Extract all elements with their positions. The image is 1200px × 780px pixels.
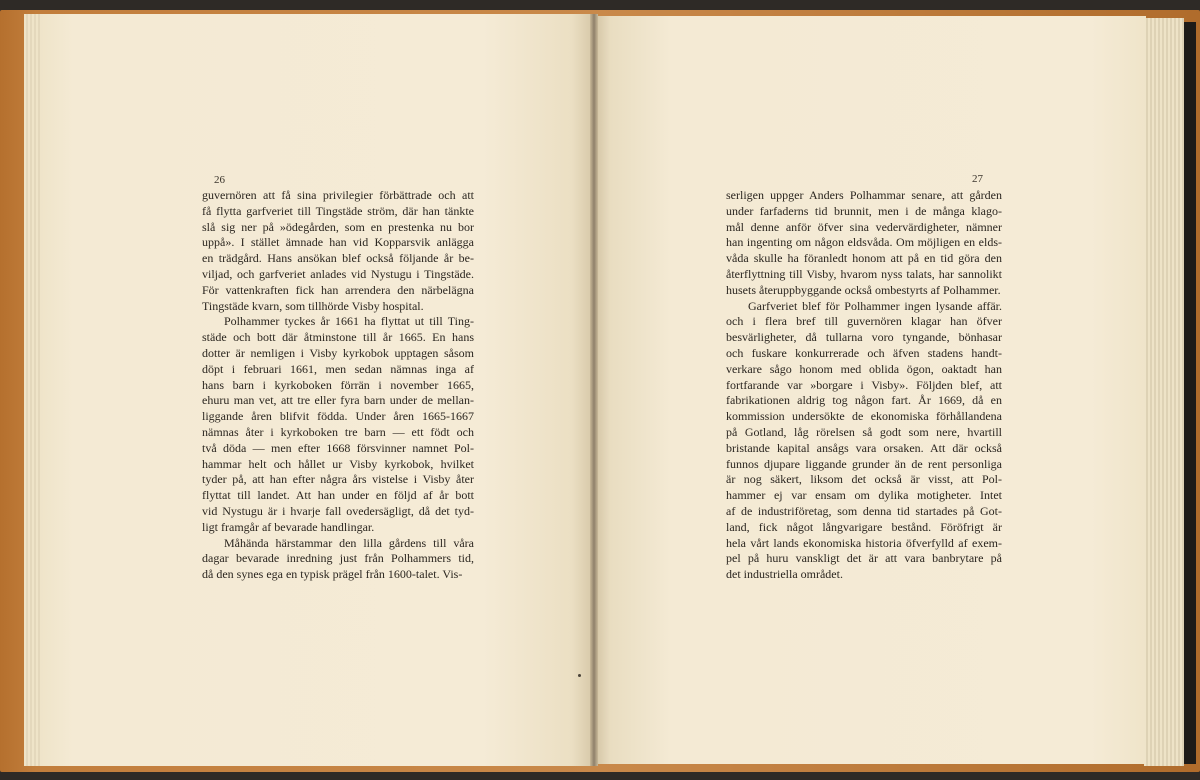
- paragraph: [726, 299, 1002, 583]
- text-line: ligt framgår af bevarade handlingar.: [202, 519, 375, 534]
- text-line: på Gotland, låg rörelsen så godt som nere, hvartill: [726, 424, 1002, 439]
- text-line: guvernören att få sina privilegier förbättrade och att: [202, 188, 474, 202]
- right-page-edges: [1144, 18, 1184, 766]
- text-line: det industriella området.: [726, 567, 843, 582]
- text-line: mål denne anför öfver sina vedervärdigheter, nämner: [726, 219, 1002, 234]
- text-line: återflyttning till Visby, hvarom nyss talats, har sannolikt: [726, 266, 1002, 281]
- text-line: fortfarande var »borgare i Visby». Följden blef, att: [726, 377, 1002, 392]
- text-line: våda skulle ha föranledt honom att på en tid göra den: [726, 251, 1002, 266]
- page-number-right: 27: [972, 173, 983, 185]
- text-line: viljad, och garfveriet anlades vid Nystugu i Tingstäde.: [202, 266, 474, 281]
- text-line: Garfveriet blef för Polhammer ingen lysande affär.: [748, 298, 1002, 313]
- text-line: tyder på, att han efter några års vistelse i Visby åter: [202, 472, 474, 487]
- text-line: nämnas åter i kyrkoboken tre barn — ett födt och: [202, 424, 474, 439]
- text-line: ehuru man vet, att tre eller fyra barn under de mellan-: [202, 393, 474, 408]
- text-line: två döda — men efter 1668 försvinner namnet Pol-: [202, 440, 474, 455]
- text-line: verkare sågo honom med oblida ögon, oaktadt han: [726, 361, 1002, 376]
- text-line: och fuskare konkurrerade och äfven stadens handt-: [726, 345, 1002, 360]
- text-line: kommission undersökte de ekonomiska förhållandena: [726, 409, 1002, 424]
- book-gutter: [590, 14, 598, 766]
- text-line: han ingenting om någon eldsvåda. Om möjligen en elds-: [726, 235, 1002, 250]
- text-line: flyttat till landet. Att han under en följd af år bott: [202, 488, 474, 503]
- text-line: städe och bott där åtminstone till år 1665. En hans: [202, 330, 474, 345]
- text-line: dotter är nemligen i Visby kyrkobok upptagen såsom: [202, 345, 474, 360]
- paragraph: [202, 188, 474, 314]
- text-line: fabrikationen aldrig tog någon fart. År 1669, då en: [726, 393, 1002, 408]
- page-number-left: 26: [214, 174, 225, 186]
- text-line: husets återuppbyggande också ombestyrts af Polhammer.: [726, 282, 1001, 297]
- text-line: Måhända härstammar den lilla gårdens till våra: [224, 535, 474, 550]
- text-line: För vattenkraften fick han arrendera den närbelägna: [202, 282, 474, 297]
- text-line: hans barn i kyrkoboken förrän i november 1665,: [202, 377, 474, 392]
- text-line: vid Nystugu är i hvarje fall ovedersägligt, då det tyd-: [202, 503, 474, 518]
- text-line: då den synes ega en typisk prägel från 1600-talet. Vis-: [202, 567, 463, 582]
- text-line: serligen uppger Anders Polhammar senare, att gården: [726, 188, 1002, 202]
- text-line: bristande kapital ansågs vara orsaken. Att där också: [726, 440, 1002, 455]
- paragraph: [726, 188, 1002, 299]
- text-line: dagar bevarade inredning just från Polhammers tid,: [202, 551, 474, 566]
- text-line: af de industriföretag, som denna tid startades på Got-: [726, 503, 1002, 518]
- text-line: få flytta garfveriet till Tingstäde ström, där han tänkte: [202, 203, 474, 218]
- text-line: slå sig ner på »ödegården, som en prestenka nu bor: [202, 219, 474, 234]
- paragraph: [202, 536, 474, 583]
- text-line: under farfaderns tid brunnit, men i de många klago-: [726, 203, 1002, 218]
- text-line: pel på huru vanskligt det är att vara banbrytare på: [726, 551, 1002, 566]
- text-line: besvärligheter, då tullarna voro tyngande, bönhasar: [726, 330, 1002, 345]
- right-board: [1184, 22, 1196, 764]
- text-line: uppå». I stället ämnade han vid Kopparsvik anlägga: [202, 235, 474, 250]
- text-line: Polhammer tyckes år 1661 ha flyttat ut till Ting-: [224, 314, 474, 329]
- text-line: döpt i februari 1661, men sedan nämnas inga af: [202, 361, 474, 376]
- text-line: och i flera bref till guvernören klagar han öfver: [726, 314, 1002, 329]
- right-page-text: [726, 188, 1002, 583]
- text-line: hela vårt lands ekonomiska historia öfverfylld af exem-: [726, 535, 1002, 550]
- text-line: hammer ej var ensam om dylika motigheter. Intet: [726, 488, 1002, 503]
- left-page: [40, 14, 594, 766]
- paragraph: [202, 314, 474, 535]
- text-line: funnos djupare liggande grunder än de rent personliga: [726, 456, 1002, 471]
- left-page-text: [202, 188, 474, 583]
- text-line: land, fick något långvarigare bestånd. Föröfrigt är: [726, 519, 1002, 534]
- text-line: hammar helt och hållet ur Visby kyrkobok, hvilket: [202, 456, 474, 471]
- text-line: Tingstäde kvarn, som tillhörde Visby hospital.: [202, 298, 424, 313]
- text-line: är nog säkert, liksom det också är visst, att Pol-: [726, 472, 1002, 487]
- paper-speck: [578, 674, 581, 677]
- text-line: liggande åren blifvit födda. Under åren 1665-1667: [202, 409, 474, 424]
- text-line: en trädgård. Hans ansökan blef också följande år be-: [202, 251, 474, 266]
- right-page: [594, 16, 1146, 764]
